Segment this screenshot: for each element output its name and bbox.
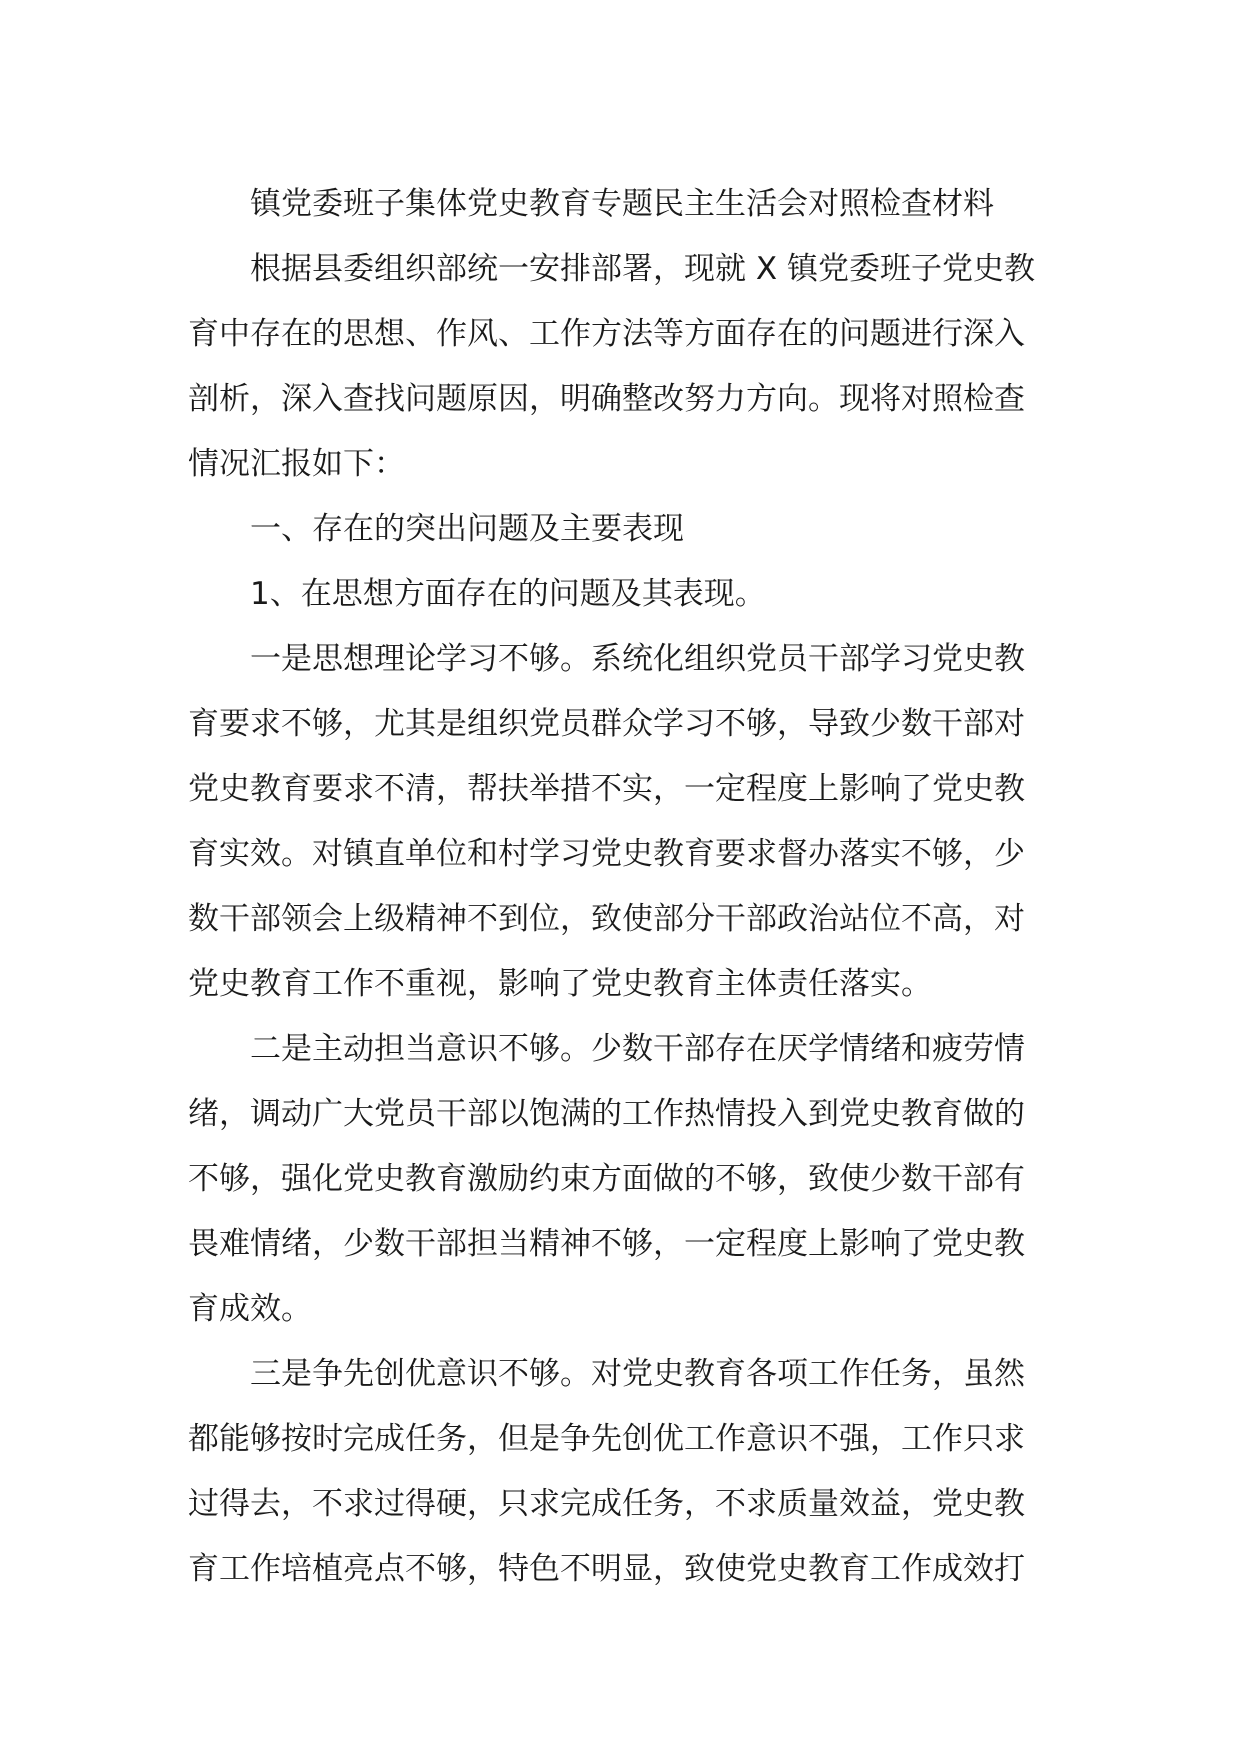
text-line: 过得去，不求过得硬，只求完成任务，不求质量效益，党史教 (188, 1486, 1025, 1522)
text-line: 情况汇报如下： (188, 446, 405, 482)
text-line: 育成效。 (188, 1291, 312, 1327)
text-line: 1、在思想方面存在的问题及其表现。 (250, 576, 766, 612)
text-line: 育要求不够，尤其是组织党员群众学习不够，导致少数干部对 (188, 706, 1025, 742)
text-line: 党史教育要求不清，帮扶举措不实，一定程度上影响了党史教 (188, 771, 1025, 807)
text-line: 党史教育工作不重视，影响了党史教育主体责任落实。 (188, 966, 932, 1002)
text-line: 数干部领会上级精神不到位，致使部分干部政治站位不高，对 (188, 901, 1025, 937)
text-line: 育实效。对镇直单位和村学习党史教育要求督办落实不够，少 (188, 836, 1025, 872)
text-line: 都能够按时完成任务，但是争先创优工作意识不强，工作只求 (188, 1421, 1025, 1457)
document-body (188, 237, 1052, 1602)
text-line: 根据县委组织部统一安排部署，现就 X 镇党委班子党史教 (250, 251, 1035, 287)
text-line: 育中存在的思想、作风、工作方法等方面存在的问题进行深入 (188, 316, 1025, 352)
text-line: 二是主动担当意识不够。少数干部存在厌学情绪和疲劳情 (250, 1031, 1025, 1067)
text-line: 三是争先创优意识不够。对党史教育各项工作任务，虽然 (250, 1356, 1025, 1392)
document-title: 镇党委班子集体党史教育专题民主生活会对照检查材料 (250, 186, 994, 222)
text-line: 不够，强化党史教育激励约束方面做的不够，致使少数干部有 (188, 1161, 1025, 1197)
text-line: 绪，调动广大党员干部以饱满的工作热情投入到党史教育做的 (188, 1096, 1025, 1132)
text-line: 一是思想理论学习不够。系统化组织党员干部学习党史教 (250, 641, 1025, 677)
text-line: 育工作培植亮点不够，特色不明显，致使党史教育工作成效打 (188, 1551, 1025, 1587)
document-page (188, 172, 1052, 1602)
text-line: 剖析，深入查找问题原因，明确整改努力方向。现将对照检查 (188, 381, 1025, 417)
text-line: 一、存在的突出问题及主要表现 (250, 511, 684, 547)
text-line: 畏难情绪，少数干部担当精神不够，一定程度上影响了党史教 (188, 1226, 1025, 1262)
